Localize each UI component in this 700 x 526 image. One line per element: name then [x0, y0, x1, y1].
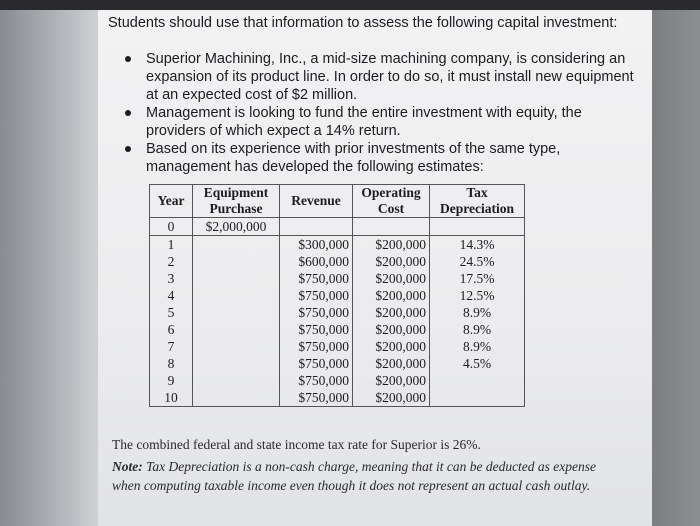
- bullet-text: Superior Machining, Inc., a mid-size machining company, is considering an expansion of its product line. In order to do so, it must install new equipment at an expected cost of $2 million.: [146, 51, 634, 103]
- cell-equipment: [193, 355, 280, 372]
- screen-top-edge: [0, 0, 700, 10]
- table-row: [150, 270, 525, 287]
- cell-tax: 8.9%: [430, 338, 525, 355]
- cell-equipment: [193, 321, 280, 338]
- header-operating: Operating Cost: [353, 185, 430, 218]
- cell-operating: $200,000: [353, 253, 430, 270]
- cell-tax: [430, 218, 525, 236]
- cell-year: 5: [150, 304, 193, 321]
- cell-year: 10: [150, 389, 193, 407]
- cell-revenue: $750,000: [280, 287, 353, 304]
- cell-equipment: [193, 389, 280, 407]
- tax-rate-text: The combined federal and state income tax rate for Superior is 26%.: [112, 437, 481, 452]
- table-row: [150, 355, 525, 372]
- cell-revenue: $750,000: [280, 372, 353, 389]
- cell-revenue: $300,000: [280, 236, 353, 254]
- cell-year: 7: [150, 338, 193, 355]
- cell-operating: $200,000: [353, 304, 430, 321]
- cell-revenue: [280, 218, 353, 236]
- cell-year: 2: [150, 253, 193, 270]
- table-row: [150, 218, 525, 236]
- cell-revenue: $600,000: [280, 253, 353, 270]
- bullet-item: [116, 140, 636, 176]
- right-background: [648, 10, 700, 526]
- header-tax: Tax Depreciation: [430, 185, 525, 218]
- footer-text: [112, 435, 612, 495]
- cell-tax: 12.5%: [430, 287, 525, 304]
- note-label: Note:: [112, 459, 143, 474]
- bullet-text: Based on its experience with prior investments of the same type, management has developed the following estimates:: [146, 141, 561, 175]
- table-row: [150, 338, 525, 355]
- table-row: [150, 287, 525, 304]
- cell-year: 1: [150, 236, 193, 254]
- cell-tax: 8.9%: [430, 321, 525, 338]
- cell-year: 4: [150, 287, 193, 304]
- cell-revenue: $750,000: [280, 270, 353, 287]
- cell-equipment: [193, 372, 280, 389]
- note: [112, 457, 612, 495]
- table-header-row: [150, 185, 525, 218]
- cell-tax: [430, 389, 525, 407]
- header-equipment: Equipment Purchase: [193, 185, 280, 218]
- table-row: [150, 304, 525, 321]
- cell-equipment: $2,000,000: [193, 218, 280, 236]
- estimates-table: [149, 184, 525, 407]
- table-row: [150, 253, 525, 270]
- cell-year: 3: [150, 270, 193, 287]
- cell-operating: [353, 218, 430, 236]
- cell-operating: $200,000: [353, 372, 430, 389]
- cell-revenue: $750,000: [280, 338, 353, 355]
- cell-operating: $200,000: [353, 236, 430, 254]
- table-row: [150, 236, 525, 254]
- cell-tax: 24.5%: [430, 253, 525, 270]
- cell-equipment: [193, 304, 280, 321]
- cell-revenue: $750,000: [280, 304, 353, 321]
- cell-operating: $200,000: [353, 287, 430, 304]
- document-page: [98, 10, 652, 526]
- cell-equipment: [193, 338, 280, 355]
- cell-tax: 17.5%: [430, 270, 525, 287]
- cell-operating: $200,000: [353, 321, 430, 338]
- table-row: [150, 372, 525, 389]
- bullet-dot-icon: [125, 56, 131, 62]
- cell-equipment: [193, 287, 280, 304]
- cell-revenue: $750,000: [280, 355, 353, 372]
- cell-equipment: [193, 253, 280, 270]
- cell-year: 0: [150, 218, 193, 236]
- header-revenue: Revenue: [280, 185, 353, 218]
- cell-year: 8: [150, 355, 193, 372]
- intro-text: Students should use that information to assess the following capital investment:: [108, 15, 618, 31]
- bullet-list: [116, 50, 636, 176]
- cell-operating: $200,000: [353, 389, 430, 407]
- bullet-dot-icon: [125, 110, 131, 116]
- note-text: Tax Depreciation is a non-cash charge, meaning that it can be deducted as expense when computing taxable income even though it does not represent an actual cash outlay.: [112, 459, 597, 493]
- cell-year: 9: [150, 372, 193, 389]
- cell-tax: 4.5%: [430, 355, 525, 372]
- table-row: [150, 321, 525, 338]
- cell-tax: [430, 372, 525, 389]
- cell-equipment: [193, 270, 280, 287]
- cell-operating: $200,000: [353, 270, 430, 287]
- cell-operating: $200,000: [353, 355, 430, 372]
- cell-equipment: [193, 236, 280, 254]
- cell-revenue: $750,000: [280, 389, 353, 407]
- bullet-item: [116, 104, 636, 140]
- table-row: [150, 389, 525, 407]
- bullet-dot-icon: [125, 146, 131, 152]
- left-background: [0, 10, 98, 526]
- cell-tax: 8.9%: [430, 304, 525, 321]
- bullet-text: Management is looking to fund the entire investment with equity, the providers of which expect a 14% return.: [146, 105, 582, 139]
- header-year: Year: [150, 185, 193, 218]
- bullet-item: [116, 50, 636, 104]
- cell-revenue: $750,000: [280, 321, 353, 338]
- cell-tax: 14.3%: [430, 236, 525, 254]
- cell-operating: $200,000: [353, 338, 430, 355]
- cell-year: 6: [150, 321, 193, 338]
